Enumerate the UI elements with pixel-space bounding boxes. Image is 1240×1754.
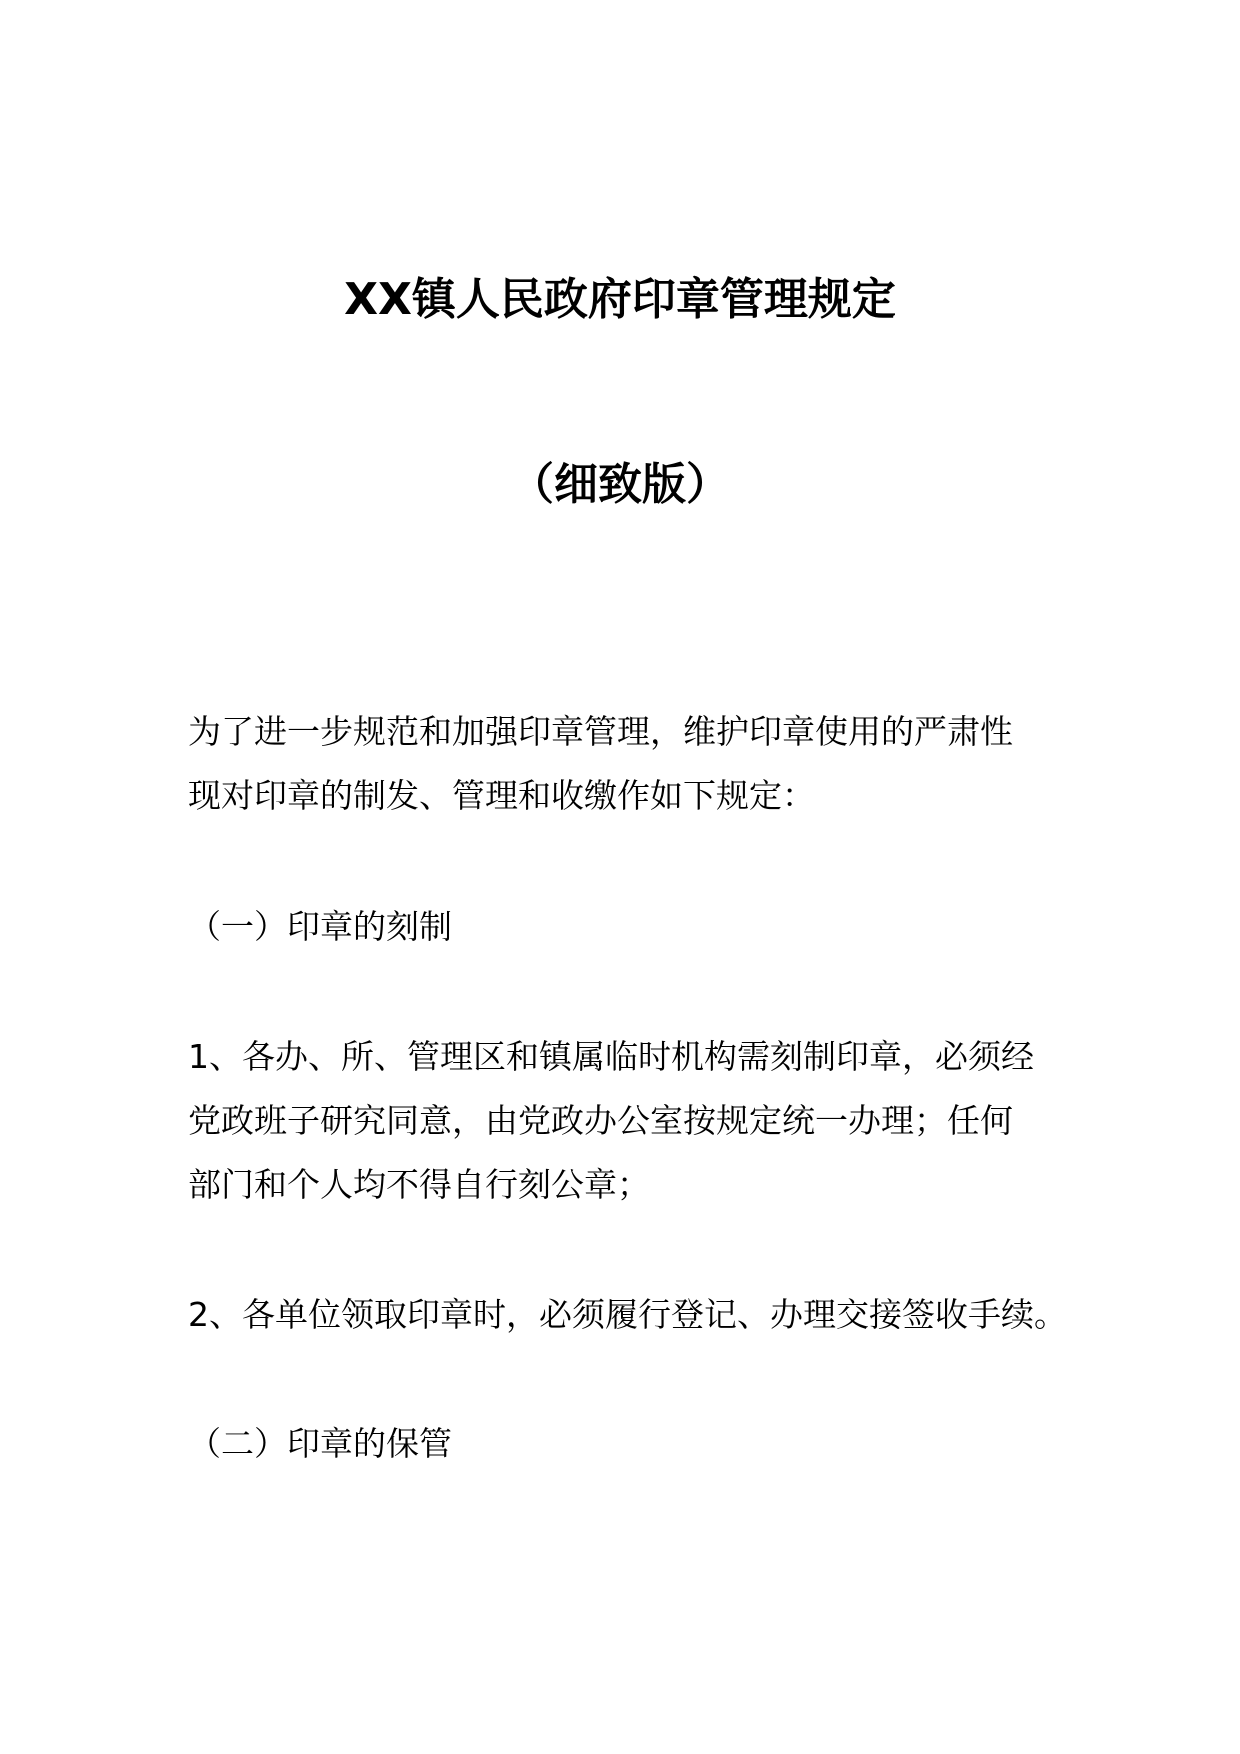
item-1-line-3: 部门和个人均不得自行刻公章； (188, 1165, 650, 1204)
document-subtitle: （细致版） (510, 459, 730, 510)
item-1-line-1: 1、各办、所、管理区和镇属临时机构需刻制印章，必须经 (188, 1037, 1034, 1076)
document-title: XX镇人民政府印章管理规定 (344, 274, 896, 325)
section-heading-1: （一）印章的刻制 (188, 907, 452, 946)
item-2-paragraph: 2、各单位领取印章时，必须履行登记、办理交接签收手续。 (188, 1295, 1067, 1334)
intro-paragraph (188, 700, 1068, 828)
section-heading-2: （二）印章的保管 (188, 1424, 452, 1463)
item-1-line-2: 党政班子研究同意，由党政办公室按规定统一办理；任何 (188, 1101, 1013, 1140)
item-1-paragraph (188, 1025, 1068, 1217)
intro-line-2: 现对印章的制发、管理和收缴作如下规定： (188, 776, 815, 815)
intro-line-1: 为了进一步规范和加强印章管理，维护印章使用的严肃性 (188, 712, 1013, 751)
